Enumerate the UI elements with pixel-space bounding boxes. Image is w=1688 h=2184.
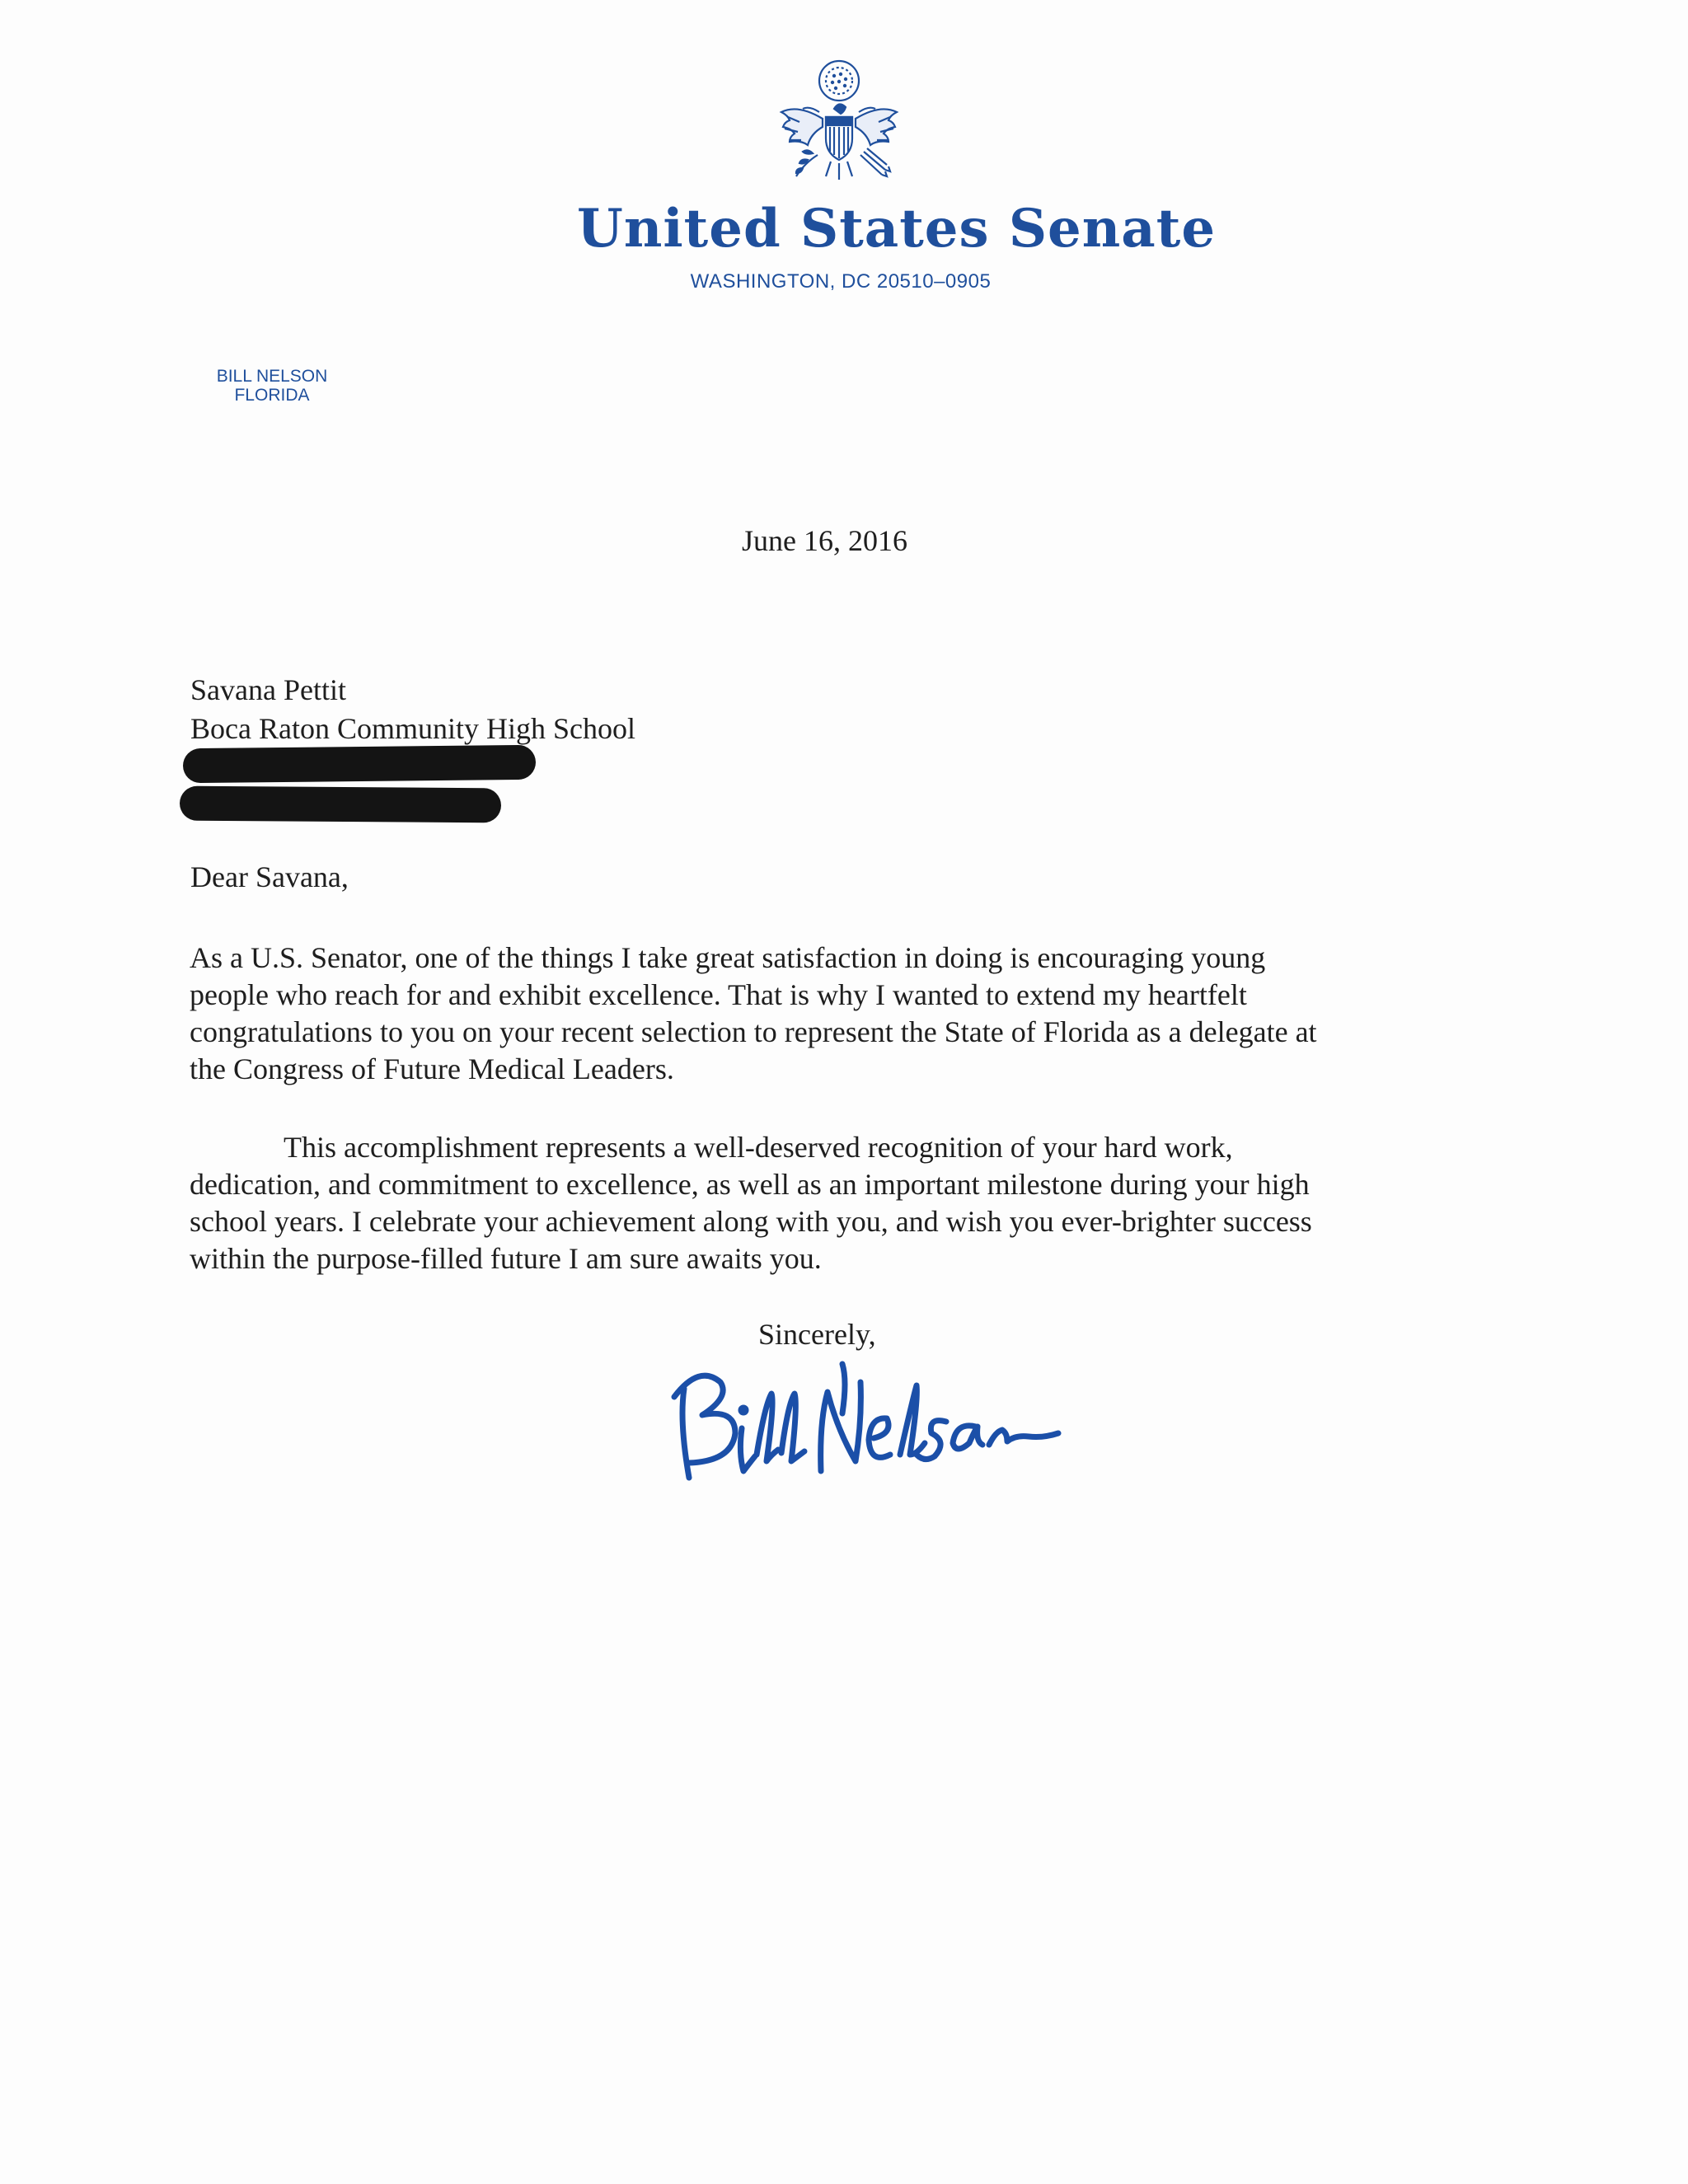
closing: Sincerely,: [758, 1318, 876, 1351]
salutation: Dear Savana,: [190, 860, 349, 893]
letterhead-address: WASHINGTON, DC 20510–0905: [690, 270, 992, 293]
paragraph-line: dedication, and commitment to excellence, as well as an important milestone during your high: [190, 1168, 1310, 1201]
paragraph-line: within the purpose-filled future I am sure awaits you.: [190, 1242, 822, 1275]
address-redaction-bar: [180, 786, 501, 823]
paragraph-line: As a U.S. Senator, one of the things I take great satisfaction in doing is encouraging young: [190, 941, 1266, 974]
senator-name: BILL NELSON: [216, 367, 328, 386]
paragraph-2: [190, 1129, 1312, 1277]
paragraph-line: school years. I celebrate your achievement along with you, and wish you ever-brighter success: [190, 1205, 1312, 1238]
paragraph-line: people who reach for and exhibit excellence. That is why I wanted to extend my heartfelt: [190, 978, 1247, 1011]
recipient-school: Boca Raton Community High School: [190, 712, 635, 745]
handwritten-signature: [666, 1331, 1078, 1488]
recipient-name: Savana Pettit: [190, 673, 346, 706]
senator-state: FLORIDA: [234, 386, 310, 405]
paragraph-line: congratulations to you on your recent selection to represent the State of Florida as a delegate at: [190, 1015, 1317, 1048]
paragraph-line: This accomplishment represents a well-deserved recognition of your hard work,: [284, 1131, 1233, 1164]
address-redaction-bar: [183, 745, 536, 783]
letterhead-title: United States Senate: [577, 198, 1217, 260]
paragraph-line: the Congress of Future Medical Leaders.: [190, 1052, 674, 1085]
paragraph-1: [190, 940, 1317, 1088]
great-seal-eagle-icon: [765, 54, 913, 203]
letter-date: June 16, 2016: [742, 524, 907, 557]
